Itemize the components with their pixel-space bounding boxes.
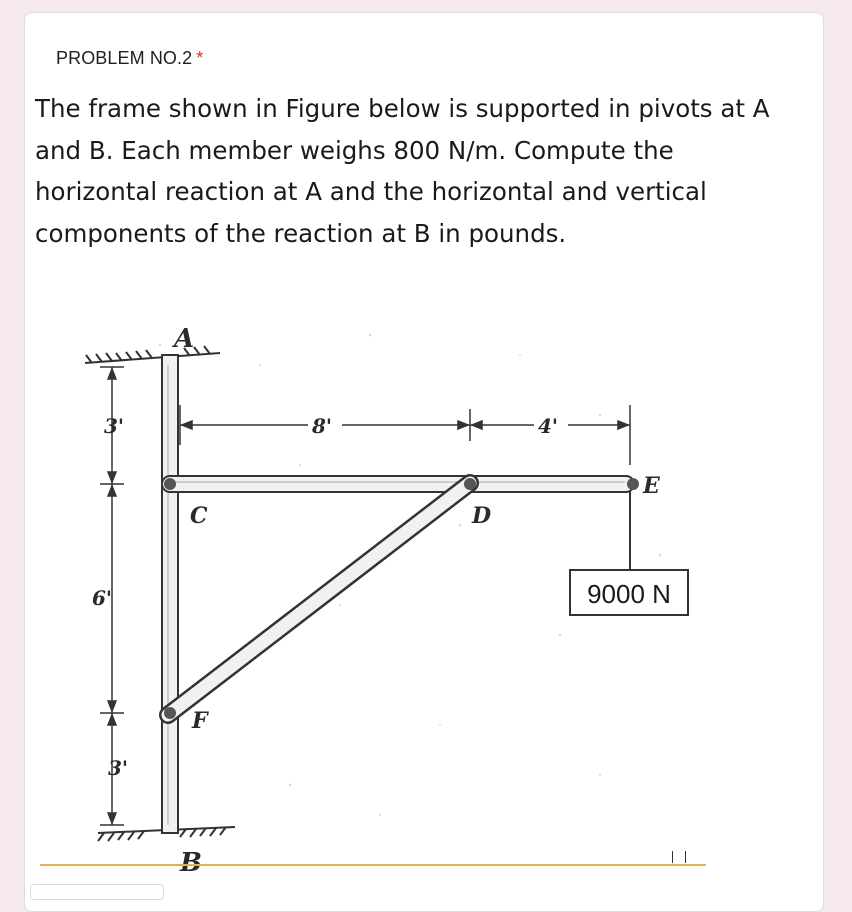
question-title-text: PROBLEM NO.2 <box>56 48 193 68</box>
load-value: 9000 N <box>587 579 671 609</box>
answer-underline[interactable] <box>40 864 706 866</box>
label-c: C <box>190 503 208 529</box>
pin-c <box>164 478 176 490</box>
support-a-hatch <box>85 346 220 363</box>
dim-middle-vertical: 6' <box>92 586 113 610</box>
answer-field[interactable] <box>30 884 164 900</box>
label-a: A <box>174 324 195 354</box>
frame-figure <box>40 305 705 880</box>
required-asterisk: * <box>196 48 204 68</box>
vertical-member-ab <box>162 355 178 833</box>
resize-icon <box>672 851 686 863</box>
label-e: E <box>643 473 660 499</box>
label-f: F <box>192 708 208 734</box>
label-b: B <box>180 848 202 878</box>
dim-horizontal-de: 4' <box>538 414 559 438</box>
pin-d <box>464 478 476 490</box>
pin-f <box>164 707 176 719</box>
label-d: D <box>472 503 492 529</box>
dim-horizontal-cd: 8' <box>312 414 333 438</box>
pin-e <box>627 478 639 490</box>
question-title <box>56 48 203 69</box>
dim-top-vertical: 3' <box>104 414 125 438</box>
diagonal-member-fd <box>168 483 470 715</box>
question-text: The frame shown in Figure below is supported in pivots at A and B. Each member weighs 800 N/m. Compute the horizontal reaction at A and the horizontal and vertical components of the reaction at B in pounds. <box>35 94 770 248</box>
dim-bottom-vertical: 3' <box>108 756 129 780</box>
horizontal-member-ce <box>162 476 634 492</box>
